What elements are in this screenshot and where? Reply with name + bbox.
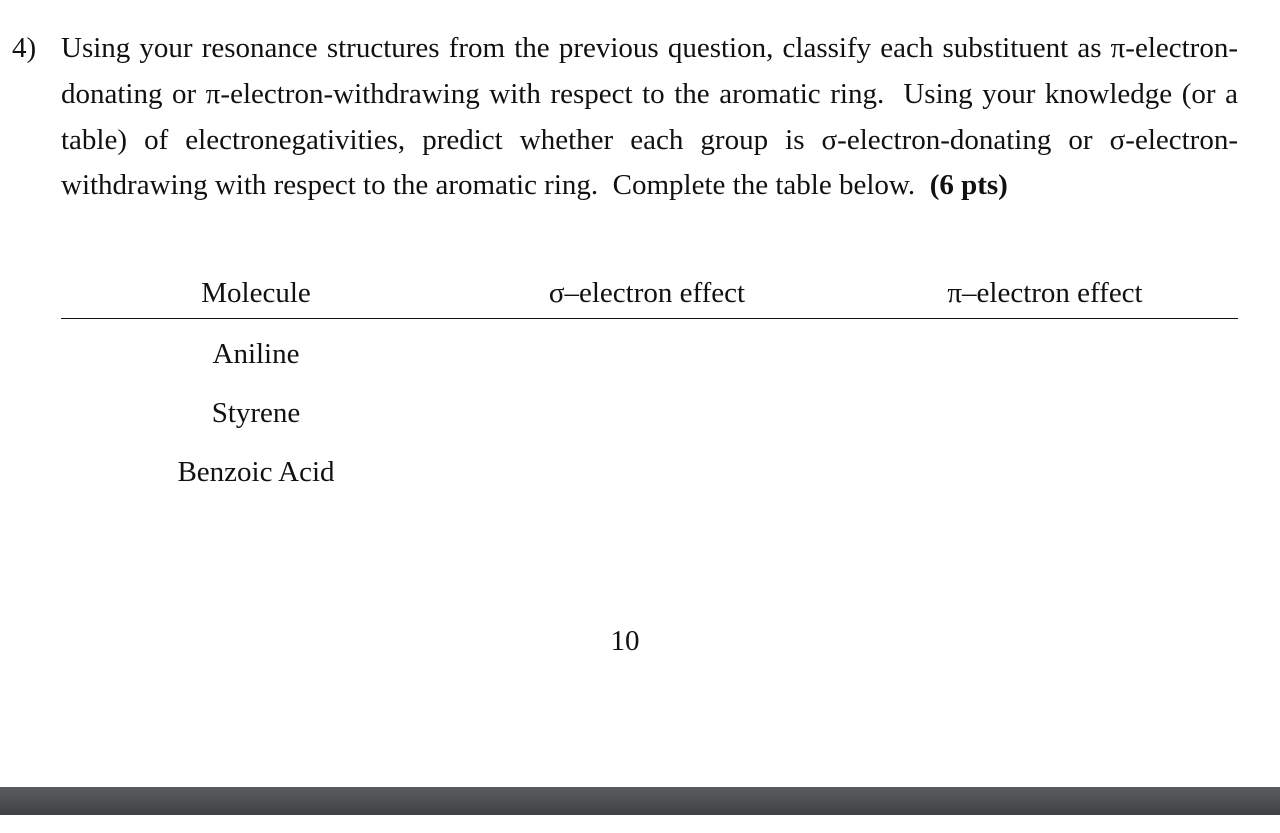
question-number: 4) xyxy=(12,32,37,64)
question-points: (6 pts) xyxy=(929,169,1008,202)
question-text: Using your resonance structures from the previous question, classify each substituent as π-electron-donating or π-electron-withdrawing with respect to the aromatic ring. Using your knowledge (or a table) of electronegativities, predict whether each group is σ-electron-donating or σ-electron-withdrawing with respect to the aromatic ring. Complete the table below. xyxy=(61,32,1238,202)
table-row-benzoic-acid: Benzoic Acid xyxy=(177,456,335,488)
column-header-pi-effect: π–electron effect xyxy=(947,277,1143,309)
viewer-bottom-bar xyxy=(0,787,1280,815)
table-row-aniline: Aniline xyxy=(212,338,300,370)
column-header-molecule: Molecule xyxy=(201,277,311,309)
page-number: 10 xyxy=(610,625,640,657)
question-block xyxy=(12,26,1238,209)
column-header-sigma-effect: σ–electron effect xyxy=(548,277,746,309)
question-text-block xyxy=(61,26,1238,209)
table-row-styrene: Styrene xyxy=(211,397,301,429)
table-header-divider xyxy=(61,318,1238,319)
